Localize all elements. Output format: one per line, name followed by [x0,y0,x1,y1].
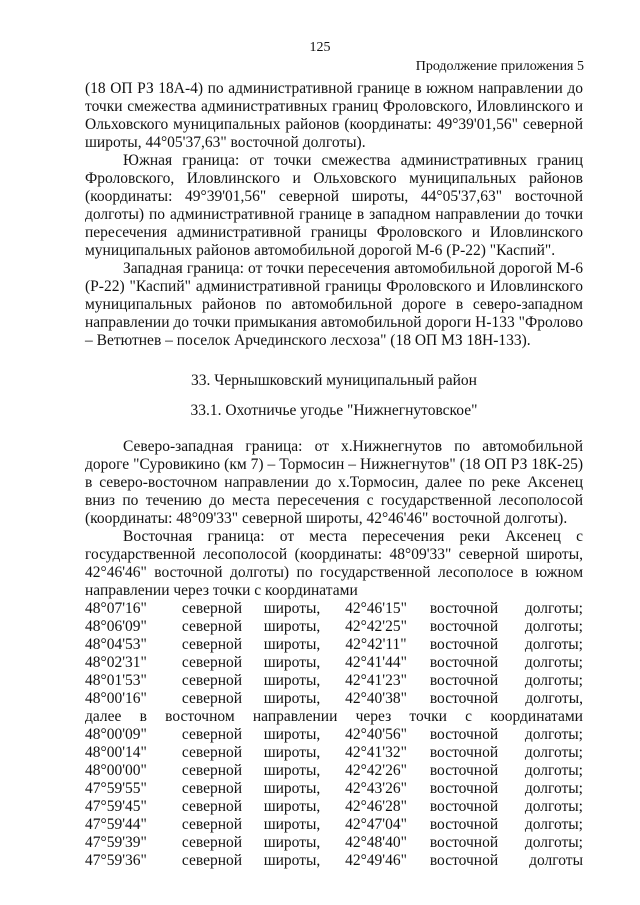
page-number: 125 [309,40,331,55]
coordinate-lon-word2: долготы; [524,780,583,797]
coordinate-lon-word2: долготы; [524,798,583,815]
coordinate-lat-word2: широты, [263,852,321,869]
coordinate-lat-word: северной [181,816,243,833]
coordinate-lat-word2: широты, [263,780,321,797]
coordinate-row [85,726,583,744]
coordinate-lat: 48°04'53" [85,636,147,653]
coordinate-lat-word2: широты, [263,798,321,815]
coordinate-row [85,636,583,654]
coordinate-lon-word: восточной [429,762,499,779]
coordinate-row [85,762,583,780]
connector-word: восточном [165,708,235,725]
coordinate-lat: 48°00'09" [85,726,147,743]
coordinate-lat: 47°59'39" [85,834,147,851]
appendix-continuation: Продолжение приложения 5 [415,59,584,74]
coordinate-lat-word2: широты, [263,600,321,617]
coordinate-lat-word2: широты, [263,654,321,671]
coordinate-lon: 42°42'26" [345,762,407,779]
coordinate-lon: 42°41'44" [345,654,407,671]
coordinate-lat: 48°07'16" [85,600,147,617]
coordinate-lon: 42°41'23" [345,672,407,689]
coordinate-lat: 48°00'16" [85,690,147,707]
coordinate-row [85,672,583,690]
coordinate-lon: 42°41'32" [345,744,407,761]
coordinate-lat-word2: широты, [263,618,321,635]
coordinate-row [85,798,583,816]
coordinate-lon-word2: долготы; [524,726,583,743]
coordinate-lon: 42°40'38" [345,690,407,707]
coordinate-lon: 42°47'04" [345,816,407,833]
coordinate-lat-word: северной [181,852,243,869]
coordinate-lon-word: восточной [429,726,499,743]
coordinate-row [85,654,583,672]
coordinate-lat-word: северной [181,780,243,797]
paragraph-west-border: Западная граница: от точки пересечения автомобильной дорогой М-6 (Р-22) "Каспий" административной границы Фроловского и Иловлинского муниципальных районов по автомобильной дороге в северо-западном направлении до точки примыкания автомобильной дороги Н-133 "Фролово – Ветютнев – поселок Арчединского лесхоза" (18 ОП МЗ 18Н-133). [85,260,583,349]
coordinate-lat: 48°06'09" [85,618,147,635]
coordinate-row [85,744,583,762]
document-body [85,80,583,870]
coordinate-lat-word2: широты, [263,672,321,689]
coordinate-lat: 47°59'36" [85,852,147,869]
coordinate-lat-word: северной [181,672,243,689]
coordinate-row [85,834,583,852]
coordinate-lon: 42°42'25" [345,618,407,635]
coordinate-lat-word2: широты, [263,726,321,743]
coordinate-lon-word2: долготы, [525,690,583,707]
coordinate-lon-word2: долготы; [524,672,583,689]
coordinate-lat-word: северной [181,636,243,653]
coordinate-lon-word2: долготы; [524,762,583,779]
coordinate-lon-word2: долготы [529,852,583,869]
coordinate-lon-word2: долготы; [524,618,583,635]
coordinate-lon-word2: долготы; [524,744,583,761]
coordinate-lat: 48°00'14" [85,744,147,761]
coordinate-lon-word: восточной [429,780,499,797]
coordinate-lon-word2: долготы; [524,834,583,851]
coordinate-lat-word: северной [181,744,243,761]
coordinate-lon: 42°43'26" [345,780,407,797]
paragraph-northwest-border: Северо-западная граница: от х.Нижнегнутов по автомобильной дороге "Суровикино (км 7) – Тормосин – Нижнегнутов" (18 ОП РЗ 18К-25) в северо-восточном направлении до х.Тормосин, далее по реке Аксенец вниз по течению до места пересечения с государственной лесополосой (координаты: 48°09'33" северной широты, 42°46'46" восточной долготы). [85,438,583,527]
connector-word: координатами [490,708,583,725]
coordinate-lat: 48°00'00" [85,762,147,779]
coordinate-lon-word: восточной [429,744,499,761]
coordinate-lat-word: северной [181,690,243,707]
coordinate-lon: 42°42'11" [345,636,407,653]
coordinate-row [85,690,583,708]
coordinate-row [85,618,583,636]
coordinate-lat: 47°59'44" [85,816,147,833]
paragraph-south-border: Южная граница: от точки смежества административных границ Фроловского, Иловлинского и Ольховского муниципальных районов (координаты: 49°39'01,56" северной широты, 44°05'37,63" восточной долготы) по административной границе в западном направлении до точки пересечения административной границы Фроловского и Иловлинского муниципальных районов автомобильной дорогой М-6 (Р-22) "Каспий". [85,152,583,259]
coordinate-lat-word2: широты, [263,834,321,851]
coordinate-lat: 47°59'45" [85,798,147,815]
paragraph-1: (18 ОП РЗ 18А-4) по административной границе в южном направлении до точки смежества административных границ Фроловского, Иловлинского и Ольховского муниципальных районов (координаты: 49°39'01,56" северной широты, 44°05'37,63" восточной долготы). [85,80,583,151]
coordinate-lon-word: восточной [429,852,499,869]
coordinate-lat-word2: широты, [263,816,321,833]
connector-word: направлении [252,708,338,725]
coordinate-lon-word: восточной [429,816,499,833]
coordinate-lat-word: северной [181,834,243,851]
connector-word: точки [409,708,447,725]
coordinate-lat-word: северной [181,762,243,779]
coordinate-lat-word: северной [181,726,243,743]
subsection-title: 33.1. Охотничье угодье "Нижнегнутовское" [190,402,478,419]
coordinate-lat-word: северной [181,600,243,617]
coordinate-lat: 47°59'55" [85,780,147,797]
coordinate-lon-word: восточной [429,690,499,707]
coordinate-row [85,852,583,870]
paragraph-east-border: Восточная граница: от места пересечения реки Аксенец с государственной лесополосой (координаты: 48°09'33" северной широты, 42°46'46" восточной долготы) по государственной лесополосе в южном направлении через точки с координатами [85,528,583,599]
coordinate-lon-word2: долготы; [524,654,583,671]
coordinate-lon: 42°49'46" [345,852,407,869]
coordinate-lat-word2: широты, [263,636,321,653]
coordinate-lon: 42°46'28" [345,798,407,815]
coordinate-lat-word2: широты, [263,690,321,707]
coordinate-lon: 42°46'15" [345,600,407,617]
coordinate-lon: 42°40'56" [345,726,407,743]
coordinates-table-1 [85,600,583,708]
coordinate-lon-word: восточной [429,834,499,851]
connector-word: в [139,708,147,725]
coordinate-lon-word: восточной [429,672,499,689]
coordinate-lon-word: восточной [429,798,499,815]
connector-word: через [355,708,392,725]
coordinate-lon-word2: долготы; [524,600,583,617]
coordinate-lon-word: восточной [429,636,499,653]
coordinates-table-2 [85,726,583,870]
coordinate-lat-word2: широты, [263,762,321,779]
coordinate-lat-word: северной [181,654,243,671]
coordinate-lon-word: восточной [429,600,499,617]
coordinate-lat-word2: широты, [263,744,321,761]
coordinate-lat-word: северной [181,798,243,815]
coordinate-row [85,816,583,834]
coordinate-row [85,600,583,618]
connector-word: далее [85,708,122,725]
coordinate-row [85,780,583,798]
coordinate-lat-word: северной [181,618,243,635]
coordinate-lon-word2: долготы; [524,816,583,833]
coordinate-lat: 48°01'53" [85,672,147,689]
section-title: 33. Чернышковский муниципальный район [191,372,477,389]
coordinate-lon: 42°48'40" [345,834,407,851]
coordinate-lat: 48°02'31" [85,654,147,671]
coordinate-lon-word: восточной [429,654,499,671]
connector-word: с [465,708,473,725]
connector-line [85,708,583,726]
coordinate-lon-word2: долготы; [524,636,583,653]
coordinate-lon-word: восточной [429,618,499,635]
